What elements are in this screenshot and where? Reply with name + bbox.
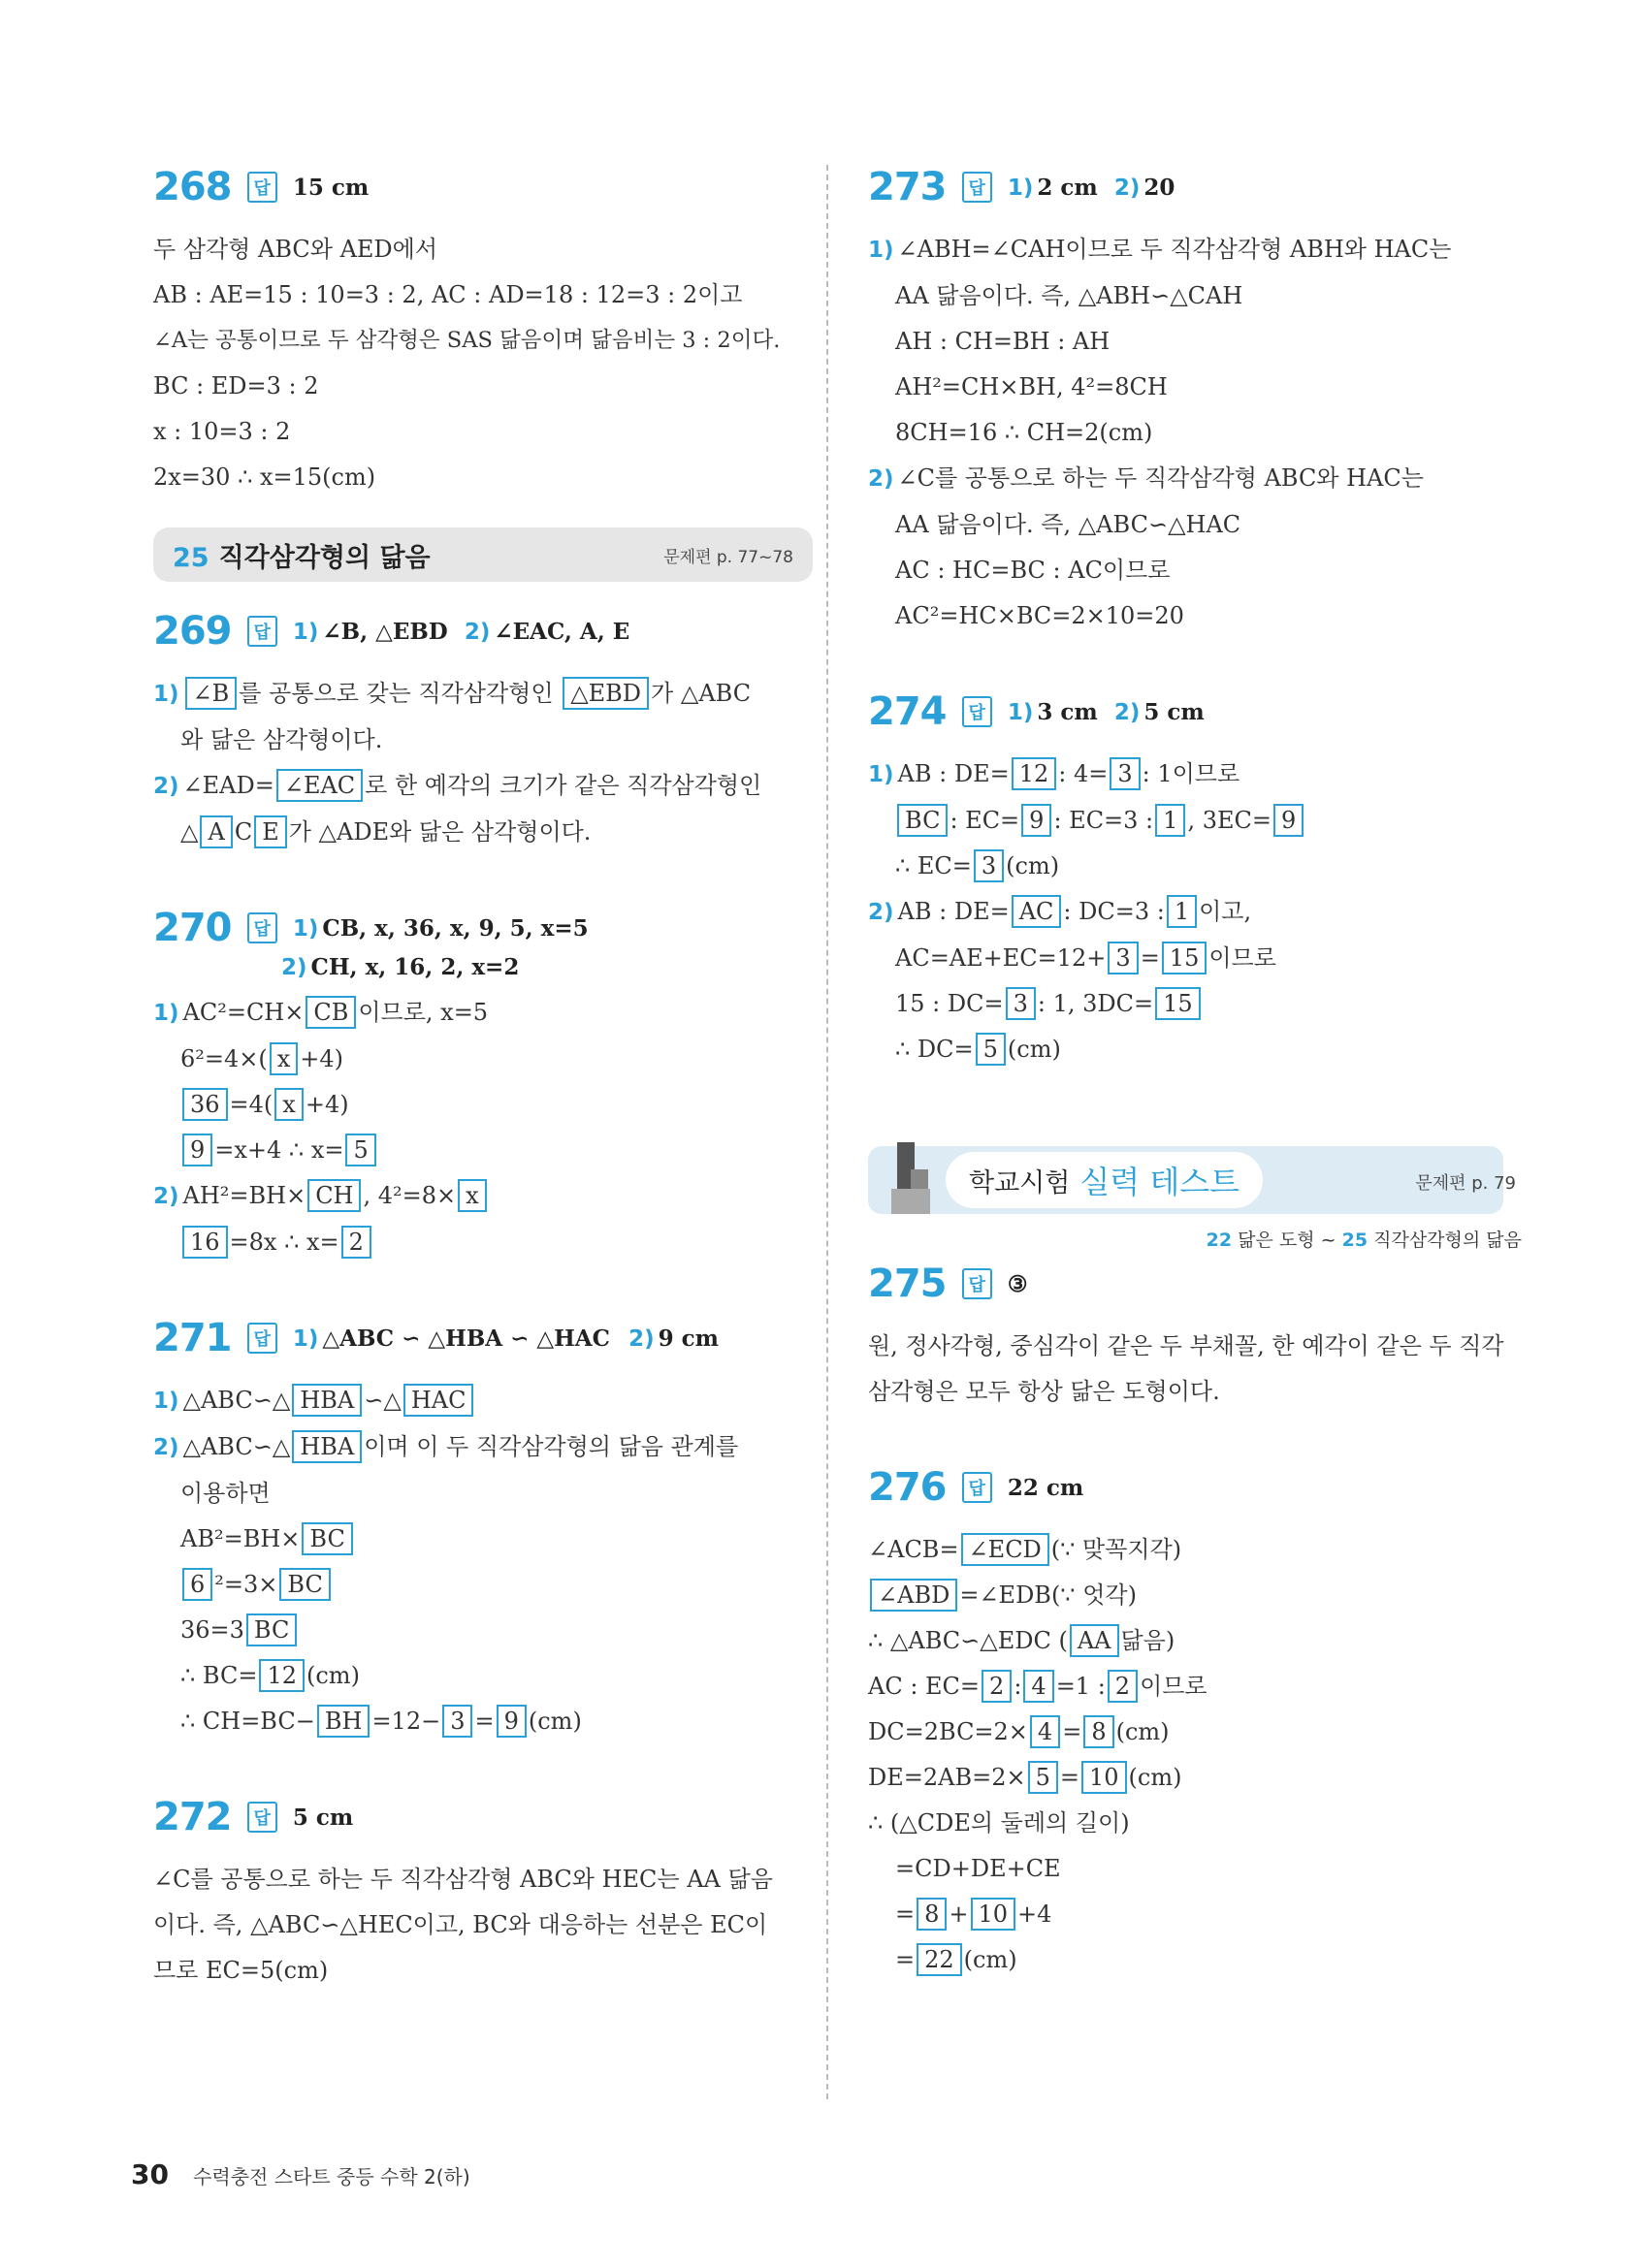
right-column <box>868 155 1528 1983</box>
solution-line: AH : CH=BH : AH <box>895 328 1111 355</box>
test-title: 학교시험 실력 테스트 <box>946 1152 1263 1208</box>
solution-line: 1) △ABC∽△ HBA ∽△ HAC <box>153 1378 813 1424</box>
solution-line: 36 =4( x +4) <box>153 1082 813 1128</box>
test-range: 22 닮은 도형 ~ 25 직각삼각형의 닮음 <box>1206 1230 1522 1251</box>
solution-line: AB²=BH× BC <box>153 1517 813 1562</box>
column-divider <box>826 165 828 2099</box>
problem-number: 271 <box>153 1316 232 1360</box>
solution-line: ∠ABD =∠EDB(∵ 엇각) <box>868 1573 1528 1618</box>
problem-269: 269 답 1) ∠B, △EBD 2) ∠EAC, A, E 1) ∠B 를 공통으로 갖는 직각삼각형인 △EBD 가 △ABC 와 닮은 삼각형이다. 2) ∠EAD= ∠EAC 로 한 예각의 크기가 같은 직각삼각형인 △ A C E 가 △ADE와 닮은 삼각형이다. <box>153 609 813 855</box>
solution-line: = 8 + 10 +4 <box>868 1892 1528 1937</box>
problem-272 <box>153 1795 813 1994</box>
solution-line: △ A C E 가 △ADE와 닮은 삼각형이다. <box>153 810 813 855</box>
solution-line: 2) AB : DE= AC : DC=3 : 1 이고, <box>868 889 1528 936</box>
problem-number: 276 <box>868 1465 947 1510</box>
problem-275 <box>868 1262 1528 1415</box>
answer-badge: 답 <box>962 1472 992 1503</box>
answer-text: 5 cm <box>292 1804 354 1831</box>
solution-line: 2x=30 ∴ x=15(cm) <box>153 463 376 491</box>
answer-badge: 답 <box>247 912 277 943</box>
solution-line: x : 10=3 : 2 <box>153 418 291 445</box>
section-header-25 <box>153 527 813 582</box>
solution-line: 2) ∠C를 공통으로 하는 두 직각삼각형 ABC와 HAC는 <box>868 464 1424 492</box>
answer-badge: 답 <box>247 616 277 647</box>
answer-badge: 답 <box>962 172 992 203</box>
solution-line: ∴ BC= 12 (cm) <box>153 1653 813 1699</box>
solution-line: AH²=CH×BH, 4²=8CH <box>895 373 1168 400</box>
solution-line: ∴ EC= 3 (cm) <box>868 844 1528 889</box>
solution-line: AC : EC= 2 : 4 =1 : 2 이므로 <box>868 1664 1528 1709</box>
answer-badge: 답 <box>962 696 992 727</box>
solution-line: 2) AH²=BH× CH , 4²=8× x <box>153 1173 813 1220</box>
solution-line: 6 ²=3× BC <box>153 1562 813 1608</box>
solution-line: ∠C를 공통으로 하는 두 직각삼각형 ABC와 HEC는 AA 닮음 <box>153 1866 773 1893</box>
solution-line: AC²=HC×BC=2×10=20 <box>895 602 1184 629</box>
solution-line: 1) ∠ABH=∠CAH이므로 두 직각삼각형 ABH와 HAC는 <box>868 236 1452 263</box>
section-title: 25 직각삼각형의 닮음 <box>173 542 431 573</box>
problem-276 <box>868 1465 1528 1983</box>
page-number: 30 <box>131 2158 169 2190</box>
book-title: 수력충전 스타트 중등 수학 2(하) <box>193 2165 470 2188</box>
problem-number: 274 <box>868 689 947 734</box>
solution-line: ∴ CH=BC− BH =12− 3 = 9 (cm) <box>153 1699 813 1744</box>
answer-badge: 답 <box>247 1323 277 1354</box>
problem-number: 275 <box>868 1262 947 1306</box>
answer-badge: 답 <box>247 172 277 203</box>
solution-line: 1) AC²=CH× CB 이므로, x=5 <box>153 990 813 1037</box>
problem-number: 269 <box>153 609 232 654</box>
problem-number: 273 <box>868 165 947 209</box>
solution-line: ∠ACB= ∠ECD (∵ 맞꼭지각) <box>868 1527 1528 1573</box>
solution-line: 8CH=16 ∴ CH=2(cm) <box>895 419 1153 446</box>
solution-line: 와 닮은 삼각형이다. <box>180 726 383 753</box>
school-test-banner <box>868 1140 1528 1220</box>
answer-text: 22 cm <box>1007 1474 1084 1501</box>
solution-line: AC : HC=BC : AC이므로 <box>895 557 1171 584</box>
solution-line: 16 =8x ∴ x= 2 <box>153 1220 813 1265</box>
left-column <box>153 155 813 1994</box>
solution-line: ∠A는 공통이므로 두 삼각형은 SAS 닮음이며 닮음비는 3 : 2이다. <box>153 328 781 353</box>
solution-line: 2) ∠EAD= ∠EAC 로 한 예각의 크기가 같은 직각삼각형인 <box>153 763 813 810</box>
solution-line: 9 =x+4 ∴ x= 5 <box>153 1128 813 1173</box>
problem-274: 274 답 1) 3 cm 2) 5 cm 1) AB : DE= 12 : 4= 3 : 1이므로 BC : EC= 9 : EC=3 : 1 , 3EC= 9 ∴ EC= 3 (cm) 2) AB : DE= AC : DC=3 : 1 이고, AC=AE+EC=12+ 3 = 15 이므로 15 : DC= 3 : 1, 3DC= 15 ∴ DC= 5 (cm) <box>868 689 1528 1072</box>
problem-268 <box>153 165 813 500</box>
solution-line: 삼각형은 모두 항상 닮은 도형이다. <box>868 1378 1220 1405</box>
solution-line: AA 닮음이다. 즉, △ABH∽△CAH <box>895 282 1243 309</box>
problem-number: 268 <box>153 165 232 209</box>
solution-line: =CD+DE+CE <box>895 1855 1061 1882</box>
solution-line: ∴ (△CDE의 둘레의 길이) <box>868 1809 1130 1837</box>
solution-line: AA 닮음이다. 즉, △ABC∽△HAC <box>895 511 1241 538</box>
solution-line: BC : ED=3 : 2 <box>153 372 319 399</box>
solution-line: = 22 (cm) <box>868 1937 1528 1983</box>
solution-line: 원, 정사각형, 중심각이 같은 두 부채꼴, 한 예각이 같은 두 직각 <box>868 1332 1504 1359</box>
test-page-ref: 문제편 p. 79 <box>1415 1173 1516 1194</box>
answer-badge: 답 <box>247 1802 277 1833</box>
solution-line: 1) AB : DE= 12 : 4= 3 : 1이므로 <box>868 751 1528 798</box>
problem-271: 271 답 1) △ABC ∽ △HBA ∽ △HAC 2) 9 cm 1) △ABC∽△ HBA ∽△ HAC 2) △ABC∽△ HBA 이며 이 두 직각삼각형의 닮음 관계를 이용하면 AB²=BH× BC 6 ²=3× BC 36=3 BC ∴ BC= 12 (cm) ∴ CH=BC− BH =12− 3 = 9 (cm) <box>153 1316 813 1744</box>
solution-line: 이다. 즉, △ABC∽△HEC이고, BC와 대응하는 선분은 EC이 <box>153 1911 768 1938</box>
answer-text: ③ <box>1007 1270 1028 1297</box>
solution-line: 15 : DC= 3 : 1, 3DC= 15 <box>868 981 1528 1027</box>
problem-number: 270 <box>153 906 232 950</box>
solution-line: 므로 EC=5(cm) <box>153 1957 329 1984</box>
problem-273: 273 답 1) 2 cm 2) 20 1) ∠ABH=∠CAH이므로 두 직각삼각형 ABH와 HAC는 AA 닮음이다. 즉, △ABH∽△CAH AH : CH=BH : AH AH²=CH×BH, 4²=8CH 8CH=16 ∴ CH=2(cm) 2) ∠C를 공통으로 하는 두 직각삼각형 ABC와 HAC는 AA 닮음이다. 즉, △ABC∽△HAC AC : HC=BC : AC이므로 AC²=HC×BC=2×10=20 <box>868 165 1528 639</box>
solution-line: 두 삼각형 ABC와 AED에서 <box>153 236 438 263</box>
solution-line: DE=2AB=2× 5 = 10 (cm) <box>868 1755 1528 1801</box>
solution-line: BC : EC= 9 : EC=3 : 1 , 3EC= 9 <box>868 798 1528 844</box>
solution-line: DC=2BC=2× 4 = 8 (cm) <box>868 1709 1528 1755</box>
answer-text: 15 cm <box>292 174 370 201</box>
solution-line: 36=3 BC <box>153 1608 813 1653</box>
solution-line: AB : AE=15 : 10=3 : 2, AC : AD=18 : 12=3 : 2이고 <box>153 281 743 308</box>
solution-line: 6²=4×( x +4) <box>153 1037 813 1082</box>
answer-badge: 답 <box>962 1268 992 1299</box>
solution-line: 1) ∠B 를 공통으로 갖는 직각삼각형인 △EBD 가 △ABC <box>153 671 813 718</box>
building-blocks-icon <box>887 1140 938 1218</box>
solution-line: AC=AE+EC=12+ 3 = 15 이므로 <box>868 936 1528 981</box>
solution-line: ∴ △ABC∽△EDC ( AA 닮음) <box>868 1618 1528 1664</box>
solution-line: 2) △ABC∽△ HBA 이며 이 두 직각삼각형의 닮음 관계를 <box>153 1424 813 1471</box>
page-footer <box>131 2158 470 2190</box>
section-page-ref: 문제편 p. 77~78 <box>663 547 793 567</box>
solution-line: ∴ DC= 5 (cm) <box>868 1027 1528 1072</box>
solution-line: 이용하면 <box>180 1480 271 1507</box>
problem-number: 272 <box>153 1795 232 1839</box>
problem-270: 270 답 1) CB, x, 36, x, 9, 5, x=5 2) CH, x, 16, 2, x=2 1) AC²=CH× CB 이므로, x=5 6²=4×( x +4) 36 =4( x +4) 9 =x+4 ∴ x= 5 2) AH²=BH× CH , 4²=8× x 16 =8x ∴ x= 2 <box>153 906 813 1265</box>
